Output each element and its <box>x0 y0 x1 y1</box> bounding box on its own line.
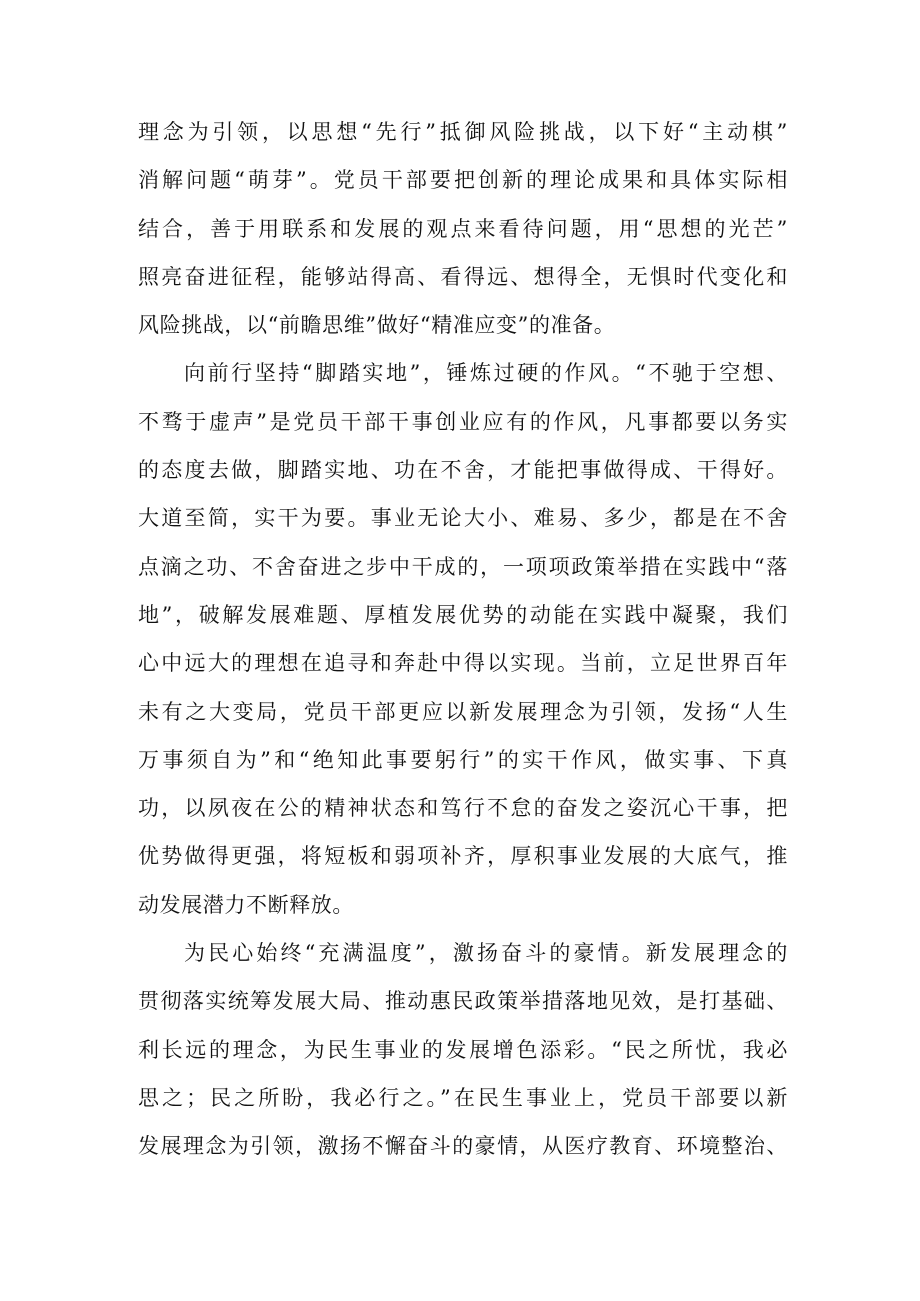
text-line: 大道至简，实干为要。事业无论大小、难易、多少，都是在不舍 <box>138 506 788 531</box>
text-line: 向前行坚持“脚踏实地”，锤炼过硬的作风。“不驰于空想、 <box>184 361 788 386</box>
text-line: 为民心始终“充满温度”，激扬奋斗的豪情。新发展理念的 <box>184 941 788 966</box>
text-line: 点滴之功、不舍奋进之步中干成的，一项项政策举措在实践中“落 <box>138 554 788 579</box>
text-line: 不骛于虚声”是党员干部干事创业应有的作风，凡事都要以务实 <box>138 409 788 434</box>
text-line: 照亮奋进征程，能够站得高、看得远、想得全，无惧时代变化和 <box>138 264 788 289</box>
text-line: 功，以夙夜在公的精神状态和笃行不怠的奋发之姿沉心干事，把 <box>138 796 788 821</box>
paragraph-2 <box>138 349 788 929</box>
text-line: 贯彻落实统筹发展大局、推动惠民政策举措落地见效，是打基础、 <box>138 989 788 1014</box>
text-line: 结合，善于用联系和发展的观点来看待问题，用“思想的光芒” <box>138 216 788 241</box>
text-line: 发展理念为引领，激扬不懈奋斗的豪情，从医疗教育、环境整治、 <box>138 1134 788 1159</box>
text-line: 地”，破解发展难题、厚植发展优势的动能在实践中凝聚，我们 <box>138 602 788 627</box>
paragraph-1 <box>138 108 788 349</box>
text-line: 优势做得更强，将短板和弱项补齐，厚积事业发展的大底气，推 <box>138 844 788 869</box>
text-line: 思之；民之所盼，我必行之。”在民生事业上，党员干部要以新 <box>138 1085 788 1110</box>
body-text <box>138 108 788 1171</box>
text-line: 心中远大的理想在追寻和奔赴中得以实现。当前，立足世界百年 <box>138 651 788 676</box>
paragraph-3 <box>138 929 788 1170</box>
text-line: 理念为引领，以思想“先行”抵御风险挑战，以下好“主动棋” <box>138 120 788 144</box>
text-line: 动发展潜力不断释放。 <box>138 892 354 917</box>
text-line: 的态度去做，脚踏实地、功在不舍，才能把事做得成、干得好。 <box>138 458 788 483</box>
text-line: 风险挑战，以“前瞻思维”做好“精准应变”的准备。 <box>138 313 616 338</box>
text-line: 消解问题“萌芽”。党员干部要把创新的理论成果和具体实际相 <box>138 168 788 193</box>
text-line: 利长远的理念，为民生事业的发展增色添彩。“民之所忧，我必 <box>138 1037 788 1062</box>
text-line: 万事须自为”和“绝知此事要躬行”的实干作风，做实事、下真 <box>138 747 788 772</box>
text-line: 未有之大变局，党员干部更应以新发展理念为引领，发扬“人生 <box>138 699 788 724</box>
